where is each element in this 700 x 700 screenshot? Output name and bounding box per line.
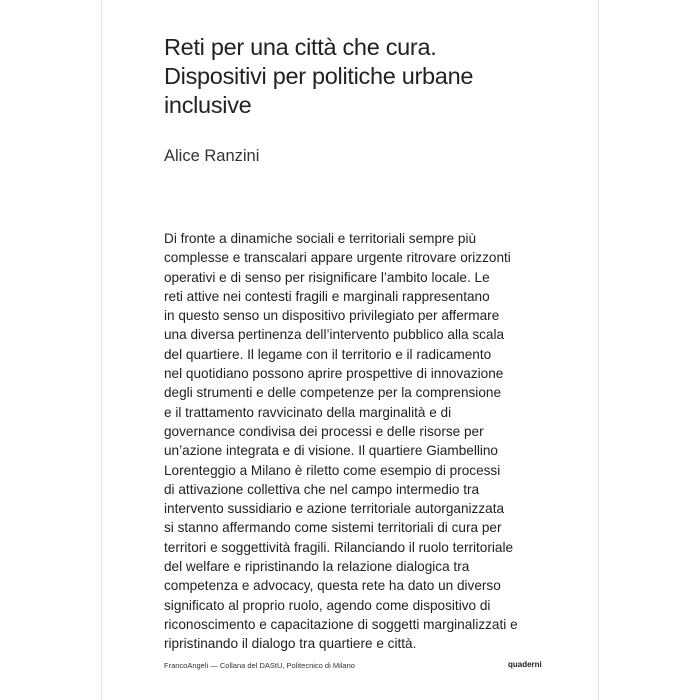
abstract-line: in questo senso un dispositivo privilegiato per affermare	[164, 308, 500, 324]
abstract-line: del welfare e ripristinando la relazione dialogica tra	[164, 559, 470, 575]
abstract-line: complesse e transcalari appare urgente ritrovare orizzonti	[164, 250, 511, 266]
publisher-series-label: FrancoAngeli — Collana del DAStU, Politecnico di Milano	[164, 661, 355, 670]
book-author: Alice Ranzini	[164, 147, 260, 165]
abstract-line: Lorenteggio a Milano è riletto come esempio di processi	[164, 462, 501, 478]
abstract-line: reti attive nei contesti fragili e marginali rappresentano	[164, 288, 490, 304]
abstract-line: significato al proprio ruolo, agendo come dispositivo di	[164, 597, 491, 613]
abstract-line: governance condivisa dei processi e delle risorse per	[164, 423, 484, 439]
abstract-line: e il trattamento ravvicinato della marginalità e di	[164, 404, 452, 420]
abstract-line: territori e soggettività fragili. Rilanciando il ruolo territoriale	[164, 539, 514, 555]
abstract-line: degli strumenti e delle competenze per la comprensione	[164, 385, 502, 401]
abstract-line: del quartiere. Il legame con il territorio e il radicamento	[164, 346, 492, 362]
abstract-line: intervento sussidiario e azione territoriale autorganizzata	[164, 501, 505, 517]
abstract-line: un’azione integrata e di visione. Il quartiere Giambellino	[164, 443, 498, 459]
book-title	[164, 33, 584, 120]
abstract-line: operativi e di senso per risignificare l’ambito locale. Le	[164, 269, 490, 285]
book-title-line: Reti per una città che cura.	[164, 34, 437, 60]
series-name: quaderni	[508, 660, 542, 669]
book-title-line: Dispositivi per politiche urbane	[164, 63, 474, 89]
abstract-line: riconoscimento e capacitazione di soggetti marginalizzati e	[164, 616, 518, 632]
abstract-line: si stanno affermando come sistemi territoriali di cura per	[164, 520, 502, 536]
cover-left-edge	[101, 0, 102, 700]
abstract-line: di attivazione collettiva che nel campo intermedio tra	[164, 481, 480, 497]
abstract-line: Di fronte a dinamiche sociali e territoriali sempre più	[164, 231, 477, 246]
cover-right-edge	[598, 0, 599, 700]
book-title-line: inclusive	[164, 92, 252, 118]
abstract-line: una diversa pertinenza dell’intervento pubblico alla scala	[164, 327, 505, 343]
abstract-line: nel quotidiano possono aprire prospettive di innovazione	[164, 366, 504, 382]
abstract-line: ripristinando il dialogo tra quartiere e città.	[164, 636, 417, 652]
abstract-line: competenza e advocacy, questa rete ha dato un diverso	[164, 578, 501, 594]
book-abstract	[164, 229, 544, 654]
